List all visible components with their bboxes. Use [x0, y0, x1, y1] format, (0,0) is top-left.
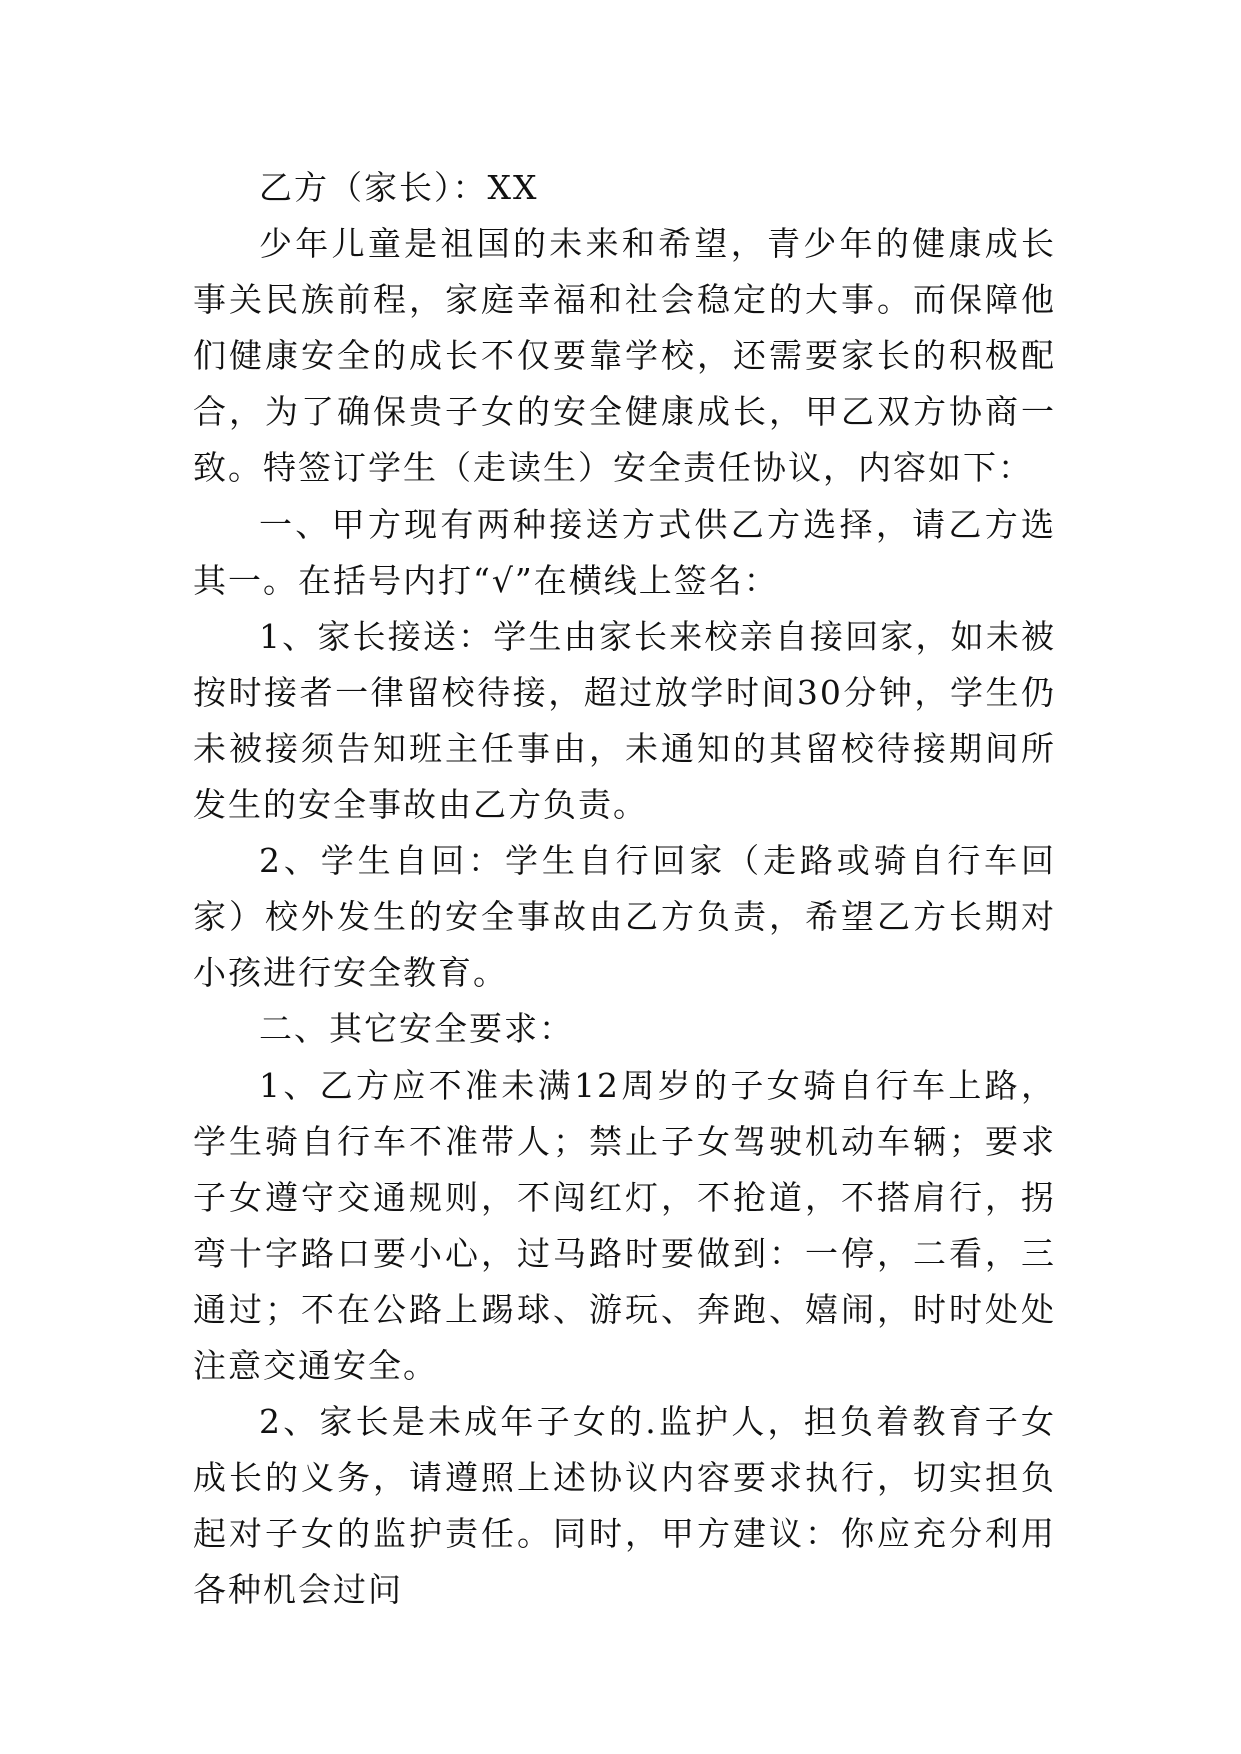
safety-rule-traffic: 1、乙方应不准未满12周岁的子女骑自行车上路，学生骑自行车不准带人；禁止子女驾驶机动车辆；要求子女遵守交通规则，不闯红灯，不抢道，不搭肩行，拐弯十字路口要小心，过马路时要做到：一停，二看，三通过；不在公路上踢球、游玩、奔跑、嬉闹，时时处处注意交通安全。 [193, 1065, 1056, 1385]
safety-rule-guardian: 2、家长是未成年子女的.监护人，担负着教育子女成长的义务，请遵照上述协议内容要求执行，切实担负起对子女的监护责任。同时，甲方建议：你应充分利用各种机会过问 [193, 1402, 1056, 1610]
party-b-line: 乙方（家长）：XX [259, 168, 539, 207]
intro-paragraph: 少年儿童是祖国的未来和希望，青少年的健康成长事关民族前程，家庭幸福和社会稳定的大事。而保障他们健康安全的成长不仅要靠学校，还需要家长的积极配合，为了确保贵子女的安全健康成长，甲乙双方协商一致。特签订学生（走读生）安全责任协议，内容如下： [193, 224, 1056, 488]
document-body [193, 160, 1056, 1618]
option-parent-pickup: 1、家长接送：学生由家长来校亲自接回家，如未被按时接者一律留校待接，超过放学时间30分钟，学生仍未被接须告知班主任事由，未通知的其留校待接期间所发生的安全事故由乙方负责。 [193, 616, 1056, 825]
section-one-heading: 一、甲方现有两种接送方式供乙方选择，请乙方选其一。在括号内打“√”在横线上签名： [193, 504, 1056, 600]
option-self-return: 2、学生自回：学生自行回家（走路或骑自行车回家）校外发生的安全事故由乙方负责，希望乙方长期对小孩进行安全教育。 [193, 841, 1056, 993]
section-two-heading: 二、其它安全要求： [259, 1009, 574, 1049]
